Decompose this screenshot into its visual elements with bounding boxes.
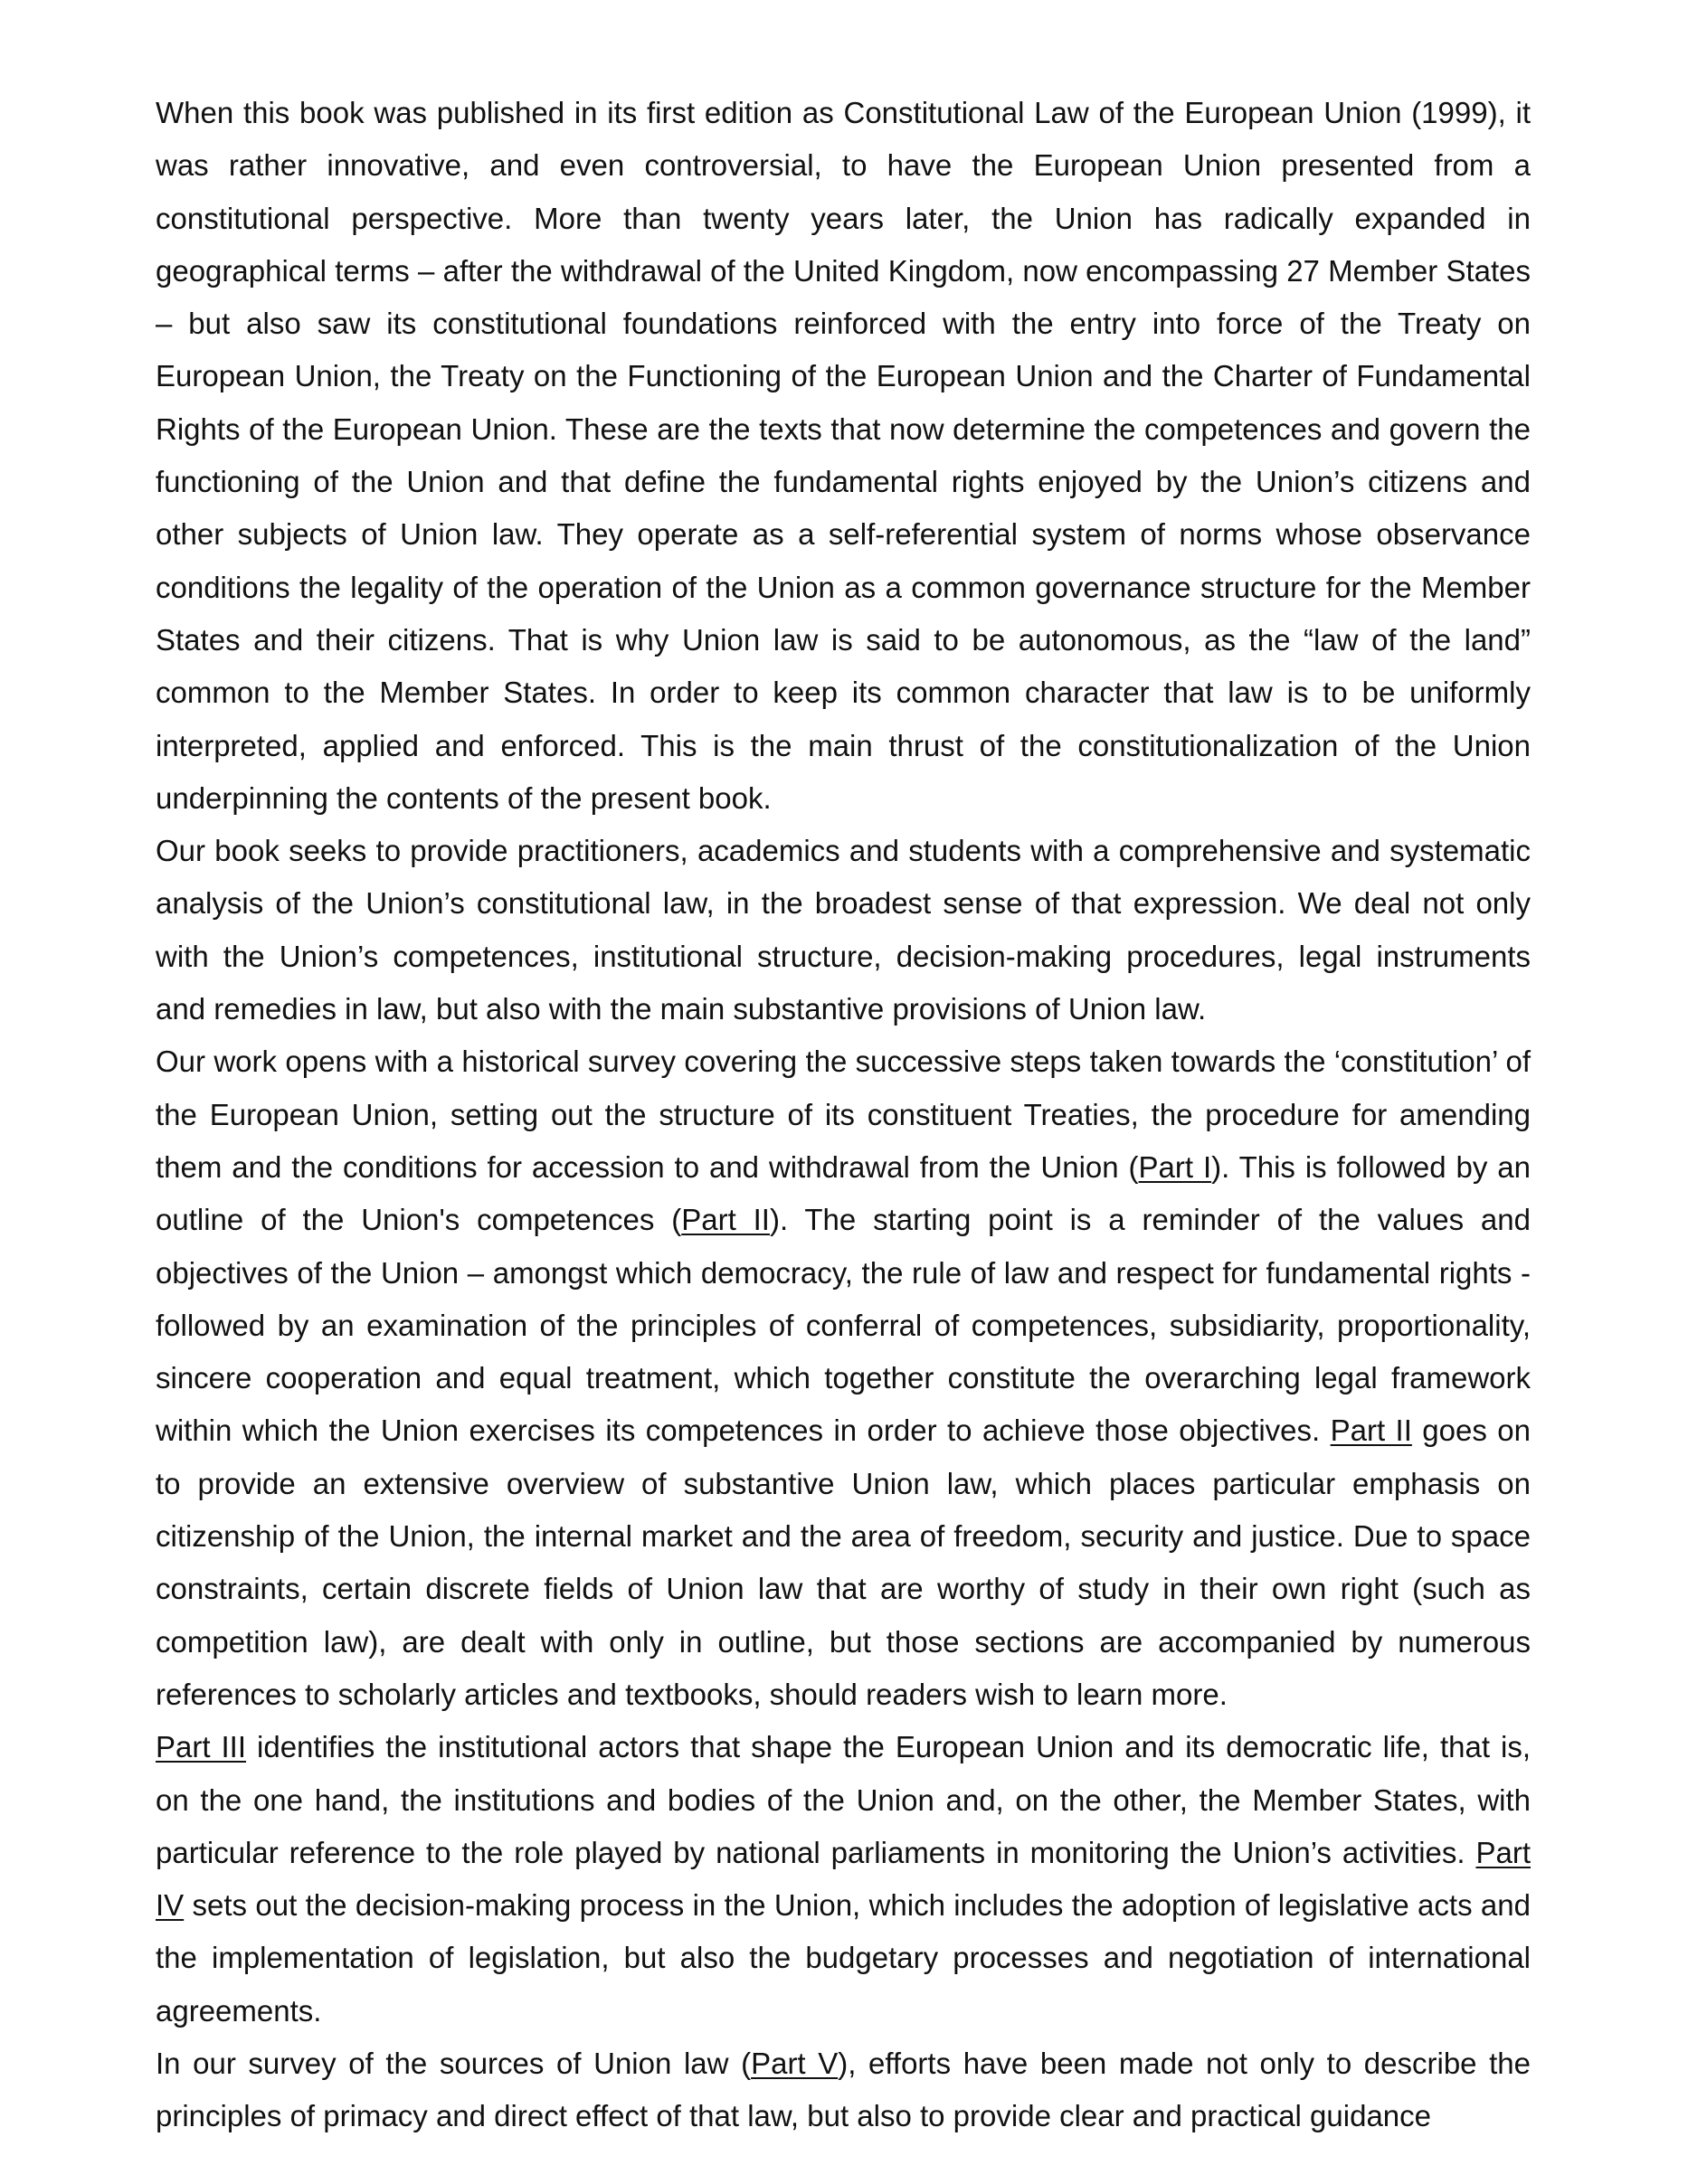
part-iv-link[interactable]: Part IV [156, 1835, 1531, 1923]
part-v-link[interactable]: Part V [751, 2046, 839, 2080]
paragraph-text: goes on to provide an extensive overview of substantive Union law, which places particular emphasis on citizenship of the Union, the internal market and the area of freedom, security and justice. Due to space constraints, certain discrete fields of Union law that are worthy of study in their own right (such as competition law), are dealt with only in outline, but those sections are accompanied by numerous references to scholarly articles and textbooks, should readers wish to learn more. [156, 1413, 1531, 1711]
paragraph-text: Our work opens with a historical survey covering the successive steps taken towards the ‘constitution’ of the European Union, setting out the structure of its constituent Treaties, the procedure for amending them and the conditions for accession to and withdrawal from the Union ( [156, 1045, 1531, 1184]
body-paragraph [156, 825, 1531, 1035]
paragraph-text: identifies the institutional actors that shape the European Union and its democratic life, that is, on the one hand, the institutions and bodies of the Union and, on the other, the Member States, with particular reference to the role played by national parliaments in monitoring the Union’s activities. [156, 1730, 1532, 1869]
paragraph-text: Our book seeks to provide practitioners, academics and students with a comprehensive and systematic analysis of the Union’s constitutional law, in the broadest sense of that expression. We deal not only with the Union’s competences, institutional structure, decision-making procedures, legal instruments and remedies in law, but also with the main substantive provisions of Union law. [156, 834, 1531, 1026]
body-paragraph [156, 2037, 1531, 2143]
body-paragraph [156, 1035, 1531, 1721]
part-ii-link[interactable]: Part II [681, 1203, 770, 1237]
paragraph-text: sets out the decision-making process in the Union, which includes the adoption of legislative acts and the implementation of legislation, but also the budgetary processes and negotiation of international agreements. [156, 1888, 1531, 2028]
paragraph-text: In our survey of the sources of Union law ( [156, 2046, 752, 2080]
body-paragraph [156, 1721, 1531, 2037]
part-i-link[interactable]: Part I [1138, 1149, 1212, 1184]
paragraph-text: ), efforts have been made not only to describe the principles of primacy and direct effect of that law, but also to provide clear and practical guidance [156, 2046, 1532, 2133]
document-page [156, 87, 1531, 2143]
paragraph-text: ). The starting point is a reminder of the values and objectives of the Union – amongst which democracy, the rule of law and respect for fundamental rights - followed by an examination of the principles of conferral of competences, subsidiarity, proportionality, sincere cooperation and equal treatment, which together constitute the overarching legal framework within which the Union exercises its competences in order to achieve those objectives. [156, 1203, 1531, 1448]
part-ii-link[interactable]: Part II [1330, 1413, 1412, 1448]
part-iii-link[interactable]: Part III [156, 1730, 247, 1764]
paragraph-text: ). This is followed by an outline of the Union's competences ( [156, 1149, 1532, 1237]
body-paragraph [156, 87, 1531, 825]
paragraph-text: When this book was published in its first edition as Constitutional Law of the European Union (1999), it was rather innovative, and even controversial, to have the European Union presented from a constitutional perspective. More than twenty years later, the Union has radically expanded in geographical terms – after the withdrawal of the United Kingdom, now encompassing 27 Member States – but also saw its constitutional foundations reinforced with the entry into force of the Treaty on European Union, the Treaty on the Functioning of the European Union and the Charter of Fundamental Rights of the European Union. These are the texts that now determine the competences and govern the functioning of the Union and that define the fundamental rights enjoyed by the Union’s citizens and other subjects of Union law. They operate as a self-referential system of norms whose observance conditions the legality of the operation of the Union as a common governance structure for the Member States and their citizens. That is why Union law is said to be autonomous, as the “law of the land” common to the Member States. In order to keep its common character that law is to be uniformly interpreted, applied and enforced. This is the main thrust of the constitutionalization of the Union underpinning the contents of the present book. [156, 96, 1531, 815]
